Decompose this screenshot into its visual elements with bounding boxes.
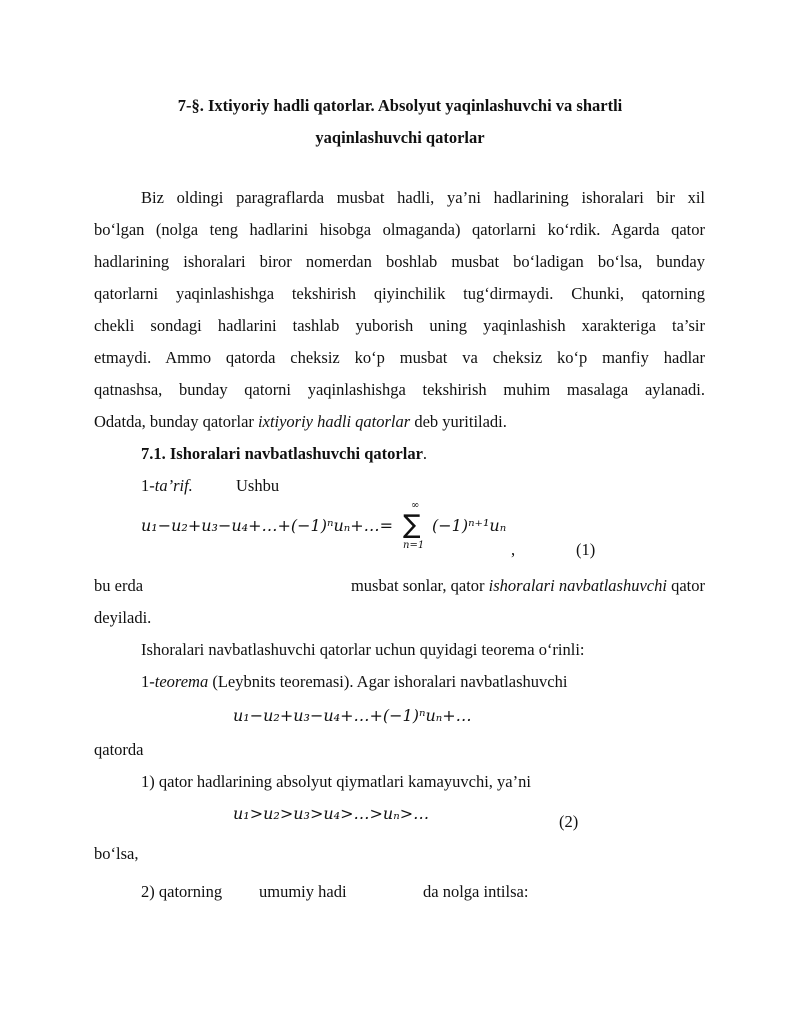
- paragraph-line: bo‘lgan (nolga teng hadlarini hisobga olmaganda) qatorlarni ko‘rdik. Agarda qator: [94, 220, 705, 239]
- paragraph-line: qatnashsa, bunday qatorni yaqinlashishga tekshirish muhim masalaga aylanadi.: [94, 380, 705, 399]
- condition-1: 1) qator hadlarining absolyut qiymatlari kamayuvchi, ya’ni: [141, 772, 531, 791]
- paragraph-line: hadlarining ishoralari biror nomerdan boshlab musbat bo‘ladigan bo‘lsa, bunday: [94, 252, 705, 271]
- paragraph-line: chekli sondagi hadlarini tashlab yuborish uning yaqinlashish xarakteriga ta’sir: [94, 316, 705, 335]
- text-deyiladi: deyiladi.: [94, 608, 152, 627]
- text-bu-erda: bu erda: [94, 576, 144, 595]
- section-title-line-1: 7-§. Ixtiyoriy hadli qatorlar. Absolyut yaqinlashuvchi va shartli: [177, 96, 623, 115]
- paragraph-line: Biz oldingi paragraflarda musbat hadli, ya’ni hadlarining ishoralari bir xil: [141, 188, 705, 207]
- formula-series-rhs: (−1)ⁿ⁺¹uₙ: [432, 516, 507, 535]
- sum-upper-limit: ∞: [411, 500, 420, 511]
- formula-comma: ,: [511, 540, 516, 559]
- paragraph-last-line: Odatda, bunday qatorlar ixtiyoriy hadli qatorlar deb yuritiladi.: [94, 412, 507, 431]
- formula-decreasing: u₁>u₂>u₃>u₄>…>uₙ>…: [233, 804, 430, 823]
- paragraph-line: qatorlarni yaqinlashishga tekshirish qiyinchilik tug‘dirmaydi. Chunki, qatorning: [94, 284, 705, 303]
- text-bolsa: bo‘lsa,: [94, 844, 139, 863]
- condition-2-start: 2) qatorning: [141, 882, 223, 901]
- theorem-intro: Ishoralari navbatlashuvchi qatorlar uchun quyidagi teorema o‘rinli:: [141, 640, 585, 659]
- condition-2-general-term: umumiy hadi: [259, 882, 347, 901]
- definition-word: Ushbu: [236, 476, 280, 495]
- condition-2-end: da nolga intilsa:: [423, 882, 529, 901]
- summation-sign: ∑: [403, 510, 421, 540]
- section-title-line-2: yaqinlashuvchi qatorlar: [315, 128, 485, 147]
- sum-lower-limit: n=1: [403, 540, 425, 551]
- text-qatorda: qatorda: [94, 740, 144, 759]
- equation-number-1: (1): [576, 540, 596, 559]
- theorem-statement: 1-teorema (Leybnits teoremasi). Agar ishoralari navbatlashuvchi: [141, 672, 568, 691]
- paragraph-line: etmaydi. Ammo qatorda cheksiz ko‘p musbat va cheksiz ko‘p manfiy hadlar: [94, 348, 705, 367]
- definition-label: 1-ta’rif.: [141, 476, 193, 495]
- subsection-heading: 7.1. Ishoralari navbatlashuvchi qatorlar.: [141, 444, 428, 463]
- formula-alternating-series: u₁−u₂+u₃−u₄+…+(−1)ⁿuₙ+…: [233, 706, 472, 725]
- equation-number-2: (2): [559, 812, 579, 831]
- formula-series-lhs: u₁−u₂+u₃−u₄+…+(−1)ⁿuₙ+…=: [141, 516, 394, 535]
- term-arbitrary-series: ixtiyoriy hadli qatorlar: [258, 412, 411, 431]
- text-positive-numbers: musbat sonlar, qator ishoralari navbatlashuvchi qator: [350, 576, 705, 595]
